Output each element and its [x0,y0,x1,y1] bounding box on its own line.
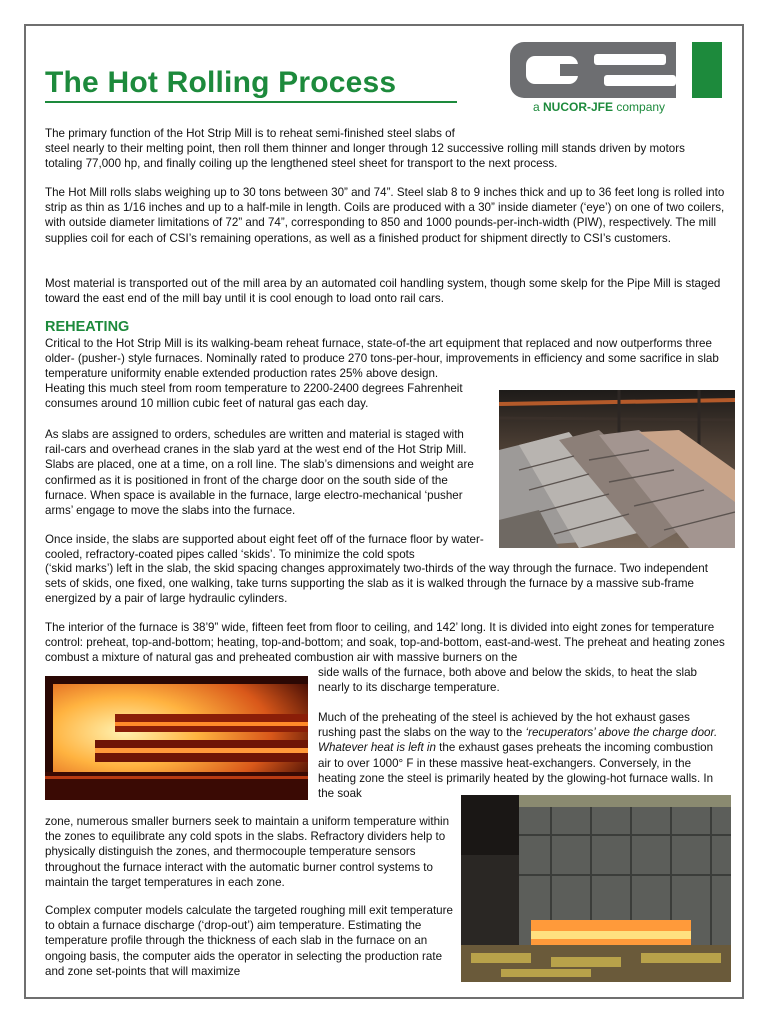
reheating-paragraph-5b: zone, numerous smaller burners seek to maintain a uniform temperature within the zones to equilibrate any cold spots in the slabs. Refractory dividers help to physically distinguish the zones, and thermocouple temperature sensors throughout the furnace interact with the automatic burner control systems to maintain the target temperatures in each zone. [45,815,450,889]
reheating-paragraph-4a: The interior of the furnace is 38’9” wide, fifteen feet from floor to ceiling, and 142’ long. It is divided into eight zones for temperature control: preheat, top-and-bottom; heating, top-and-bottom; and soak, top-and-bottom, east-and-west. The preheat and heating zones combust a mixture of natural gas and preheated combustion air with massive burners on the [45,621,725,665]
reheating-paragraph-6: Complex computer models calculate the targeted roughing mill exit temperature to obtain a furnace discharge (‘drop-out’) aim temperature. Estimating the temperature profile through the thickness of each slab in the furnace on an ongoing basis, the computer aids the operator in selecting the production rate and zone set-points that will maximize [45,904,453,978]
reheating-paragraph-4b: side walls of the furnace, both above and below the skids, to heat the slab nearly to its discharge temperature. [318,666,697,695]
reheating-paragraph-5: Much of the preheating of the steel is achieved by the hot exhaust gases rushing past the slabs on the way to the ‘recuperators’ above the charge door. Whatever heat is left in the exhaust gases preheats the incoming combustion air to over 1000° F in these massive heat-exchangers. Conversely, in the heating zone the steel is primarily heated by the glowing-hot furnace walls. In the soak [318,711,718,801]
title-underline [45,101,457,103]
furnace-exterior-photo [461,795,731,982]
reheating-paragraph-1b: Heating this much steel from room temperature to 2200-2400 degrees Fahrenheit consumes around 10 million cubic feet of natural gas each day. [45,382,463,411]
reheating-paragraph-2: As slabs are assigned to orders, schedules are written and material is staged with rail-cars and overhead cranes in the slab yard at the west end of the Hot Strip Mill. Slabs are placed, one at a time, on a roll line. The slab’s dimensions and weight are confirmed as it is positioned in front of the charge door on the south side of the furnace. When space is available in the furnace, large electro-mechanical ‘pusher arms’ engage to move the slabs into the furnace. [45,428,474,518]
slab-yard-photo [499,390,735,548]
reheating-paragraph-1a: Critical to the Hot Strip Mill is its walking-beam reheat furnace, state-of-the art equipment that replaced and now outperforms three older- (pusher-) style furnaces. Nominally rated to produce 270 tons-per-hour, improvements in efficiency and some sacrifice in slab temperature uniformity enable extended production rates 25% above design. [45,337,719,381]
intro-paragraph-1b: steel nearly to their melting point, then roll them thinner and longer through 12 successive rolling mill stands driven by motors totaling 77,000 hp, and finally coiling up the lengthened steel sheet for transport to the next process. [45,142,685,171]
reheating-paragraph-3a: Once inside, the slabs are supported about eight feet off of the furnace floor by water-cooled, refractory-coated pipes called ‘skids’. To minimize the cold spots [45,533,484,562]
section-heading-reheating: REHEATING [45,319,130,335]
intro-paragraph-3: Most material is transported out of the mill area by an automated coil handling system, though some skelp for the Pipe Mill is staged toward the east end of the mill bay until it is cool enough to load onto rail cars. [45,277,721,306]
logo-tagline: a NUCOR-JFE company [533,100,666,114]
intro-paragraph-2: The Hot Mill rolls slabs weighing up to 30 tons between 30” and 74”. Steel slab 8 to 9 inches thick and up to 36 feet long is rolled into strip as thin as 1/16 inches and up to a half-mile in length. Coils are produced with a 30” inside diameter (‘eye’) on one of two coilers, with outside diameter limitations of 72” and 74”, corresponding to 850 and 1000 pounds-per-inch-width (PIW), respectively. The mill supplies coil for each of CSI’s remaining operations, as well as a finished product for shipment directly to CSI’s customers. [45,186,725,245]
page-title: The Hot Rolling Process [45,66,397,99]
intro-paragraph-1a: The primary function of the Hot Strip Mill is to reheat semi-finished steel slabs of [45,127,455,140]
reheating-paragraph-3b: (‘skid marks’) left in the slab, the skid spacing changes approximately two-thirds of the way through the furnace. Two independent sets of skids, one fixed, one walking, take turns supporting the slab as it is walked through the furnace by a massive sub-frame energized by a pair of large hydraulic cylinders. [45,562,708,606]
furnace-interior-photo [45,676,308,800]
